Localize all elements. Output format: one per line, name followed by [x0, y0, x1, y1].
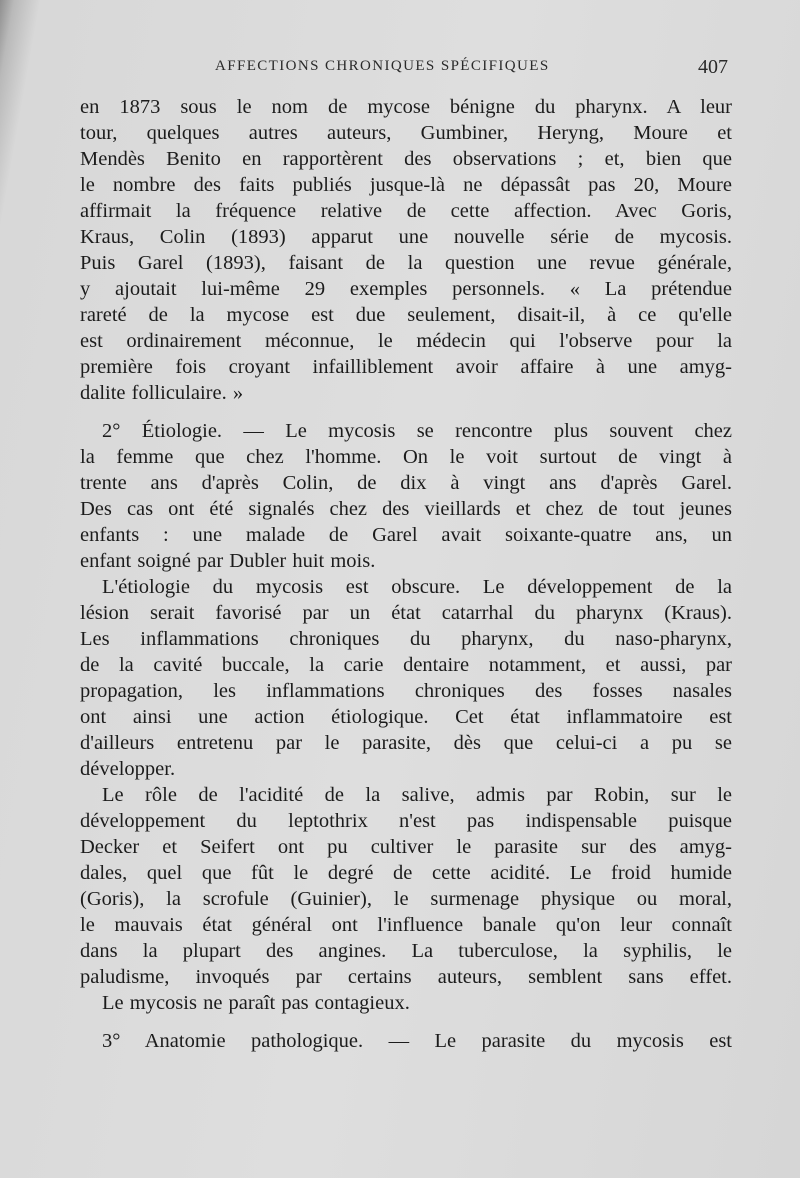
text-line: propagation, les inflammations chroniques des fosses nasales — [80, 680, 732, 702]
text-line: en 1873 sous le nom de mycose bénigne du pharynx. A leur — [80, 96, 732, 118]
text-line: Des cas ont été signalés chez des vieillards et chez de tout jeunes — [80, 498, 732, 520]
text-line: y ajoutait lui-même 29 exemples personnels. « La prétendue — [80, 278, 732, 300]
text-line: affirmait la fréquence relative de cette affection. Avec Goris, — [80, 200, 732, 222]
text-line: Le rôle de l'acidité de la salive, admis par Robin, sur le — [102, 784, 732, 806]
text-line: Mendès Benito en rapportèrent des observations ; et, bien que — [80, 148, 732, 170]
running-head: AFFECTIONS CHRONIQUES SPÉCIFIQUES — [215, 58, 550, 74]
text-line: ont ainsi une action étiologique. Cet état inflammatoire est — [80, 706, 732, 728]
text-line: la femme que chez l'homme. On le voit surtout de vingt à — [80, 446, 732, 468]
text-line: le mauvais état général ont l'influence banale qu'on leur connaît — [80, 914, 732, 936]
page-header — [80, 58, 728, 84]
text-line: est ordinairement méconnue, le médecin qui l'observe pour la — [80, 330, 732, 352]
text-line: enfants : une malade de Garel avait soixante-quatre ans, un — [80, 524, 732, 546]
text-line: de la cavité buccale, la carie dentaire notamment, et aussi, par — [80, 654, 732, 676]
text-line: rareté de la mycose est due seulement, disait-il, à ce qu'elle — [80, 304, 732, 326]
text-line: Kraus, Colin (1893) apparut une nouvelle série de mycosis. — [80, 226, 732, 248]
text-line: première fois croyant infailliblement avoir affaire à une amyg- — [80, 356, 732, 378]
text-line: (Goris), la scrofule (Guinier), le surmenage physique ou moral, — [80, 888, 732, 910]
text-line: Les inflammations chroniques du pharynx, du naso-pharynx, — [80, 628, 732, 650]
text-line: Puis Garel (1893), faisant de la question une revue générale, — [80, 252, 732, 274]
text-line: trente ans d'après Colin, de dix à vingt ans d'après Garel. — [80, 472, 732, 494]
text-line: dans la plupart des angines. La tuberculose, la syphilis, le — [80, 940, 732, 962]
text-line: le nombre des faits publiés jusque-là ne dépassât pas 20, Moure — [80, 174, 732, 196]
text-line: enfant soigné par Dubler huit mois. — [80, 550, 376, 572]
text-line: paludisme, invoqués par certains auteurs, semblent sans effet. — [80, 966, 732, 988]
text-line: d'ailleurs entretenu par le parasite, dès que celui-ci a pu se — [80, 732, 732, 754]
text-line: Le mycosis ne paraît pas contagieux. — [102, 992, 410, 1014]
section-gap — [80, 1016, 732, 1028]
page-number: 407 — [698, 56, 728, 78]
section-gap — [80, 406, 732, 418]
text-line: dales, quel que fût le degré de cette acidité. Le froid humide — [80, 862, 732, 884]
text-line: L'étiologie du mycosis est obscure. Le développement de la — [102, 576, 732, 598]
text-line: Decker et Seifert ont pu cultiver le parasite sur des amyg- — [80, 836, 732, 858]
text-line: développement du leptothrix n'est pas indispensable puisque — [80, 810, 732, 832]
section-heading-etiologie: 2° Étiologie. — Le mycosis se rencontre plus souvent chez — [102, 420, 732, 442]
body-text — [80, 94, 732, 1054]
text-line: lésion serait favorisé par un état catarrhal du pharynx (Kraus). — [80, 602, 732, 624]
text-line: développer. — [80, 758, 176, 780]
text-line: dalite folliculaire. » — [80, 382, 244, 404]
text-line: tour, quelques autres auteurs, Gumbiner, Heryng, Moure et — [80, 122, 732, 144]
section-heading-anatomie: 3° Anatomie pathologique. — Le parasite du mycosis est — [102, 1030, 732, 1052]
